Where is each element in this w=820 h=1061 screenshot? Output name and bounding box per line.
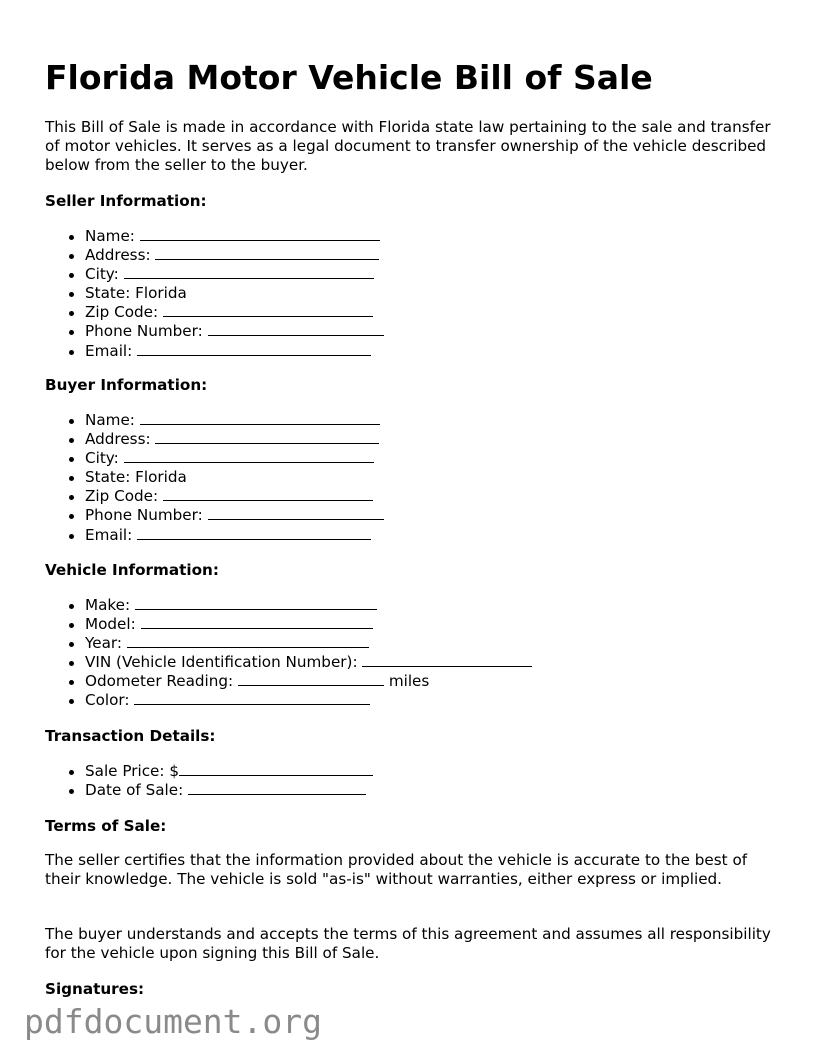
- sale-date-blank[interactable]: [188, 781, 366, 795]
- sale-price-item: [45, 762, 373, 781]
- seller-name-blank[interactable]: [140, 227, 380, 241]
- terms-heading: Terms of Sale:: [45, 817, 167, 835]
- buyer-state-label: State: Florida: [85, 468, 187, 487]
- vehicle-model-blank[interactable]: [141, 615, 373, 629]
- seller-zip-blank[interactable]: [163, 303, 373, 317]
- buyer-address-blank[interactable]: [155, 430, 379, 444]
- seller-heading: Seller Information:: [45, 192, 207, 210]
- buyer-zip-item: [45, 487, 384, 506]
- vehicle-year-label: Year:: [85, 634, 123, 653]
- seller-email-blank[interactable]: [137, 342, 371, 356]
- buyer-phone-blank[interactable]: [208, 506, 384, 520]
- seller-name-label: Name:: [85, 227, 135, 245]
- seller-address-label: Address:: [85, 246, 151, 265]
- vehicle-heading: Vehicle Information:: [45, 561, 219, 579]
- sale-date-label: Date of Sale:: [85, 781, 184, 800]
- buyer-email-blank[interactable]: [137, 526, 371, 540]
- vehicle-color-blank[interactable]: [134, 691, 370, 705]
- vehicle-year-item: [45, 634, 532, 653]
- buyer-name-label: Name:: [85, 411, 135, 429]
- seller-email-item: [45, 342, 384, 361]
- transaction-heading: Transaction Details:: [45, 727, 216, 745]
- seller-address-item: [45, 246, 384, 265]
- seller-field-list: [45, 227, 384, 361]
- buyer-state-item: [45, 468, 384, 487]
- seller-phone-blank[interactable]: [208, 322, 384, 336]
- buyer-field-list: [45, 411, 384, 545]
- buyer-phone-label: Phone Number:: [85, 506, 203, 525]
- vehicle-odometer-label: Odometer Reading:: [85, 672, 234, 691]
- seller-zip-label: Zip Code:: [85, 303, 159, 322]
- vehicle-vin-item: [45, 653, 532, 672]
- vehicle-color-item: [45, 691, 532, 710]
- watermark: pdfdocument.org: [24, 1002, 323, 1041]
- seller-city-item: [45, 265, 384, 284]
- buyer-zip-label: Zip Code:: [85, 487, 159, 506]
- vehicle-field-list: [45, 596, 532, 711]
- buyer-name-blank[interactable]: [140, 411, 380, 425]
- buyer-zip-blank[interactable]: [163, 487, 373, 501]
- vehicle-vin-blank[interactable]: [362, 653, 532, 667]
- buyer-city-blank[interactable]: [124, 449, 374, 463]
- seller-address-blank[interactable]: [155, 246, 379, 260]
- sale-price-blank[interactable]: [179, 762, 373, 776]
- vehicle-model-label: Model:: [85, 615, 136, 634]
- seller-state-label: State: Florida: [85, 284, 187, 303]
- vehicle-odometer-item: [45, 672, 532, 691]
- seller-city-label: City:: [85, 265, 119, 284]
- buyer-phone-item: [45, 506, 384, 525]
- buyer-address-item: [45, 430, 384, 449]
- buyer-name-item: [45, 411, 384, 430]
- transaction-field-list: [45, 762, 373, 800]
- seller-name-item: [45, 227, 384, 246]
- terms-paragraph-1: The seller certifies that the information provided about the vehicle is accurate to the best of their knowledge. The vehicle is sold "as-is" without warranties, either express or implied.: [45, 851, 748, 889]
- seller-state-item: [45, 284, 384, 303]
- buyer-heading: Buyer Information:: [45, 376, 208, 394]
- buyer-email-label: Email:: [85, 525, 133, 544]
- vehicle-model-item: [45, 615, 532, 634]
- signatures-heading: Signatures:: [45, 980, 145, 998]
- seller-phone-item: [45, 322, 384, 341]
- intro-paragraph: This Bill of Sale is made in accordance with Florida state law pertaining to the sale and transfer of motor vehicles. It serves as a legal document to transfer ownership of the vehicle described below from the seller to the buyer.: [45, 118, 771, 174]
- vehicle-odometer-blank[interactable]: [238, 672, 384, 686]
- vehicle-vin-label: VIN (Vehicle Identification Number):: [85, 653, 358, 672]
- buyer-city-item: [45, 449, 384, 468]
- seller-phone-label: Phone Number:: [85, 322, 203, 341]
- seller-email-label: Email:: [85, 341, 133, 360]
- vehicle-make-label: Make:: [85, 596, 131, 614]
- sale-date-item: [45, 781, 373, 800]
- seller-city-blank[interactable]: [124, 265, 374, 279]
- vehicle-make-item: [45, 596, 532, 615]
- vehicle-color-label: Color:: [85, 691, 130, 710]
- sale-price-label: Sale Price: $: [85, 762, 179, 780]
- document-title: Florida Motor Vehicle Bill of Sale: [45, 58, 653, 97]
- terms-paragraph-2: The buyer understands and accepts the terms of this agreement and assumes all responsibility for the vehicle upon signing this Bill of Sale.: [45, 925, 771, 963]
- vehicle-make-blank[interactable]: [135, 596, 377, 610]
- seller-zip-item: [45, 303, 384, 322]
- vehicle-odometer-unit: miles: [388, 672, 430, 691]
- vehicle-year-blank[interactable]: [127, 634, 369, 648]
- buyer-email-item: [45, 526, 384, 545]
- buyer-address-label: Address:: [85, 430, 151, 449]
- buyer-city-label: City:: [85, 449, 119, 468]
